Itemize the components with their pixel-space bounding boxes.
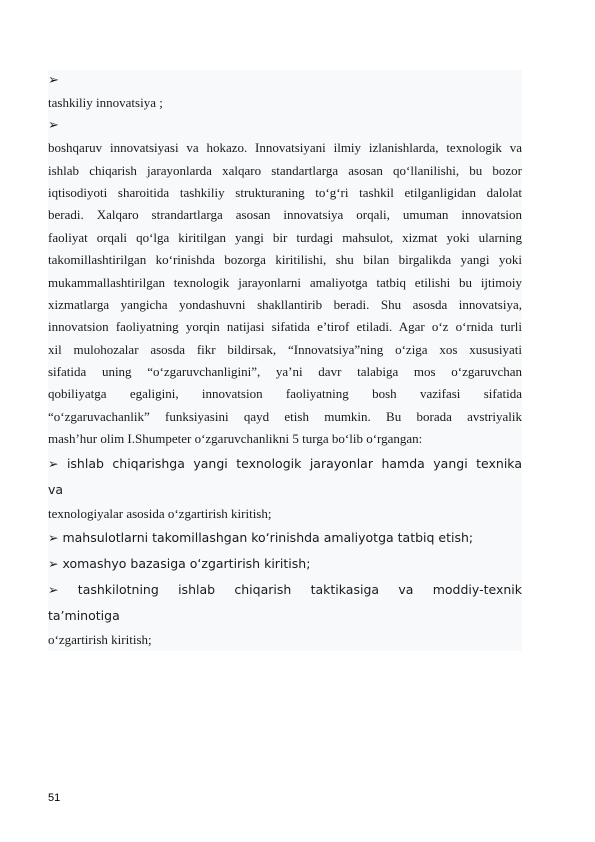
text-line: innovatsion faoliyatning yorqin natijasi sifatida e’tirof etiladi. Agar o‘z o‘rnida turli	[48, 319, 522, 335]
text-line: “o‘zgaruvachanlik” funksiyasini qayd etish mumkin. Bu borada avstriyalik	[48, 408, 522, 424]
text-line: mukammallashtirilgan texnologik jarayonlarni amaliyotga tatbiq etilishi bu ijtimoiy	[48, 274, 522, 290]
bullet-marker: ➢	[48, 73, 59, 88]
document-body	[48, 70, 522, 651]
text-line: va	[48, 481, 64, 497]
text-line: sifatida uning “o‘zgaruvchanligini”, ya’ni davr talabiga mos o‘zgaruvchan	[48, 364, 522, 380]
text-line: ta’minotiga	[48, 608, 120, 624]
text-line: texnologiyalar asosida o‘zgartirish kiritish;	[48, 505, 272, 521]
text-line: ishlab chiqarish jarayonlarda xalqaro standartlarga asosan qo‘llanilishi, bu bozor	[48, 162, 522, 178]
text-line: xil mulohozalar asosda fikr bildirsak, “Innovatsiya”ning o‘ziga xos xususiyati	[48, 341, 522, 357]
page-number: 51	[48, 792, 61, 804]
text-line: o‘zgartirish kiritish;	[48, 632, 152, 648]
text-line: ➢ tashkilotning ishlab chiqarish taktikasiga va moddiy-texnik	[48, 582, 522, 598]
text-line: iqtisodiyoti sharoitida tashkiliy strukturaning to‘g‘ri tashkil etilganligidan dalolat	[48, 184, 522, 200]
text-line: boshqaruv innovatsiyasi va hokazo. Innovatsiyani ilmiy izlanishlarda, texnologik va	[48, 140, 522, 156]
text-line: tashkiliy innovatsiya ;	[48, 95, 163, 111]
text-line: ➢ mahsulotlarni takomillashgan ko‘rinishda amaliyotga tatbiq etish;	[48, 530, 474, 546]
bullet-marker: ➢	[48, 117, 59, 133]
text-line: ➢ ishlab chiqarishga yangi texnologik jarayonlar hamda yangi texnika	[48, 455, 522, 471]
text-line: faoliyat orqali qo‘lga kiritilgan yangi bir turdagi mahsulot, xizmat yoki ularning	[48, 229, 522, 245]
text-line: takomillashtirilgan ko‘rinishda bozorga kiritilishi, shu bilan birgalikda yangi yoki	[48, 252, 522, 268]
text-line: beradi. Xalqaro strandartlarga asosan innovatsiya orqali, umuman innovatsion	[48, 207, 522, 223]
text-line: qobiliyatga egaligini, innovatsion faoliyatning bosh vazifasi sifatida	[48, 386, 522, 402]
text-line: ➢ xomashyo bazasiga o‘zgartirish kiritish;	[48, 556, 311, 572]
text-line: xizmatlarga yangicha yondashuvni shakllantirib beradi. Shu asosda innovatsiya,	[48, 296, 522, 312]
text-line: mash’hur olim I.Shumpeter o‘zgaruvchanlikni 5 turga bo‘lib o‘rgangan:	[48, 431, 423, 447]
